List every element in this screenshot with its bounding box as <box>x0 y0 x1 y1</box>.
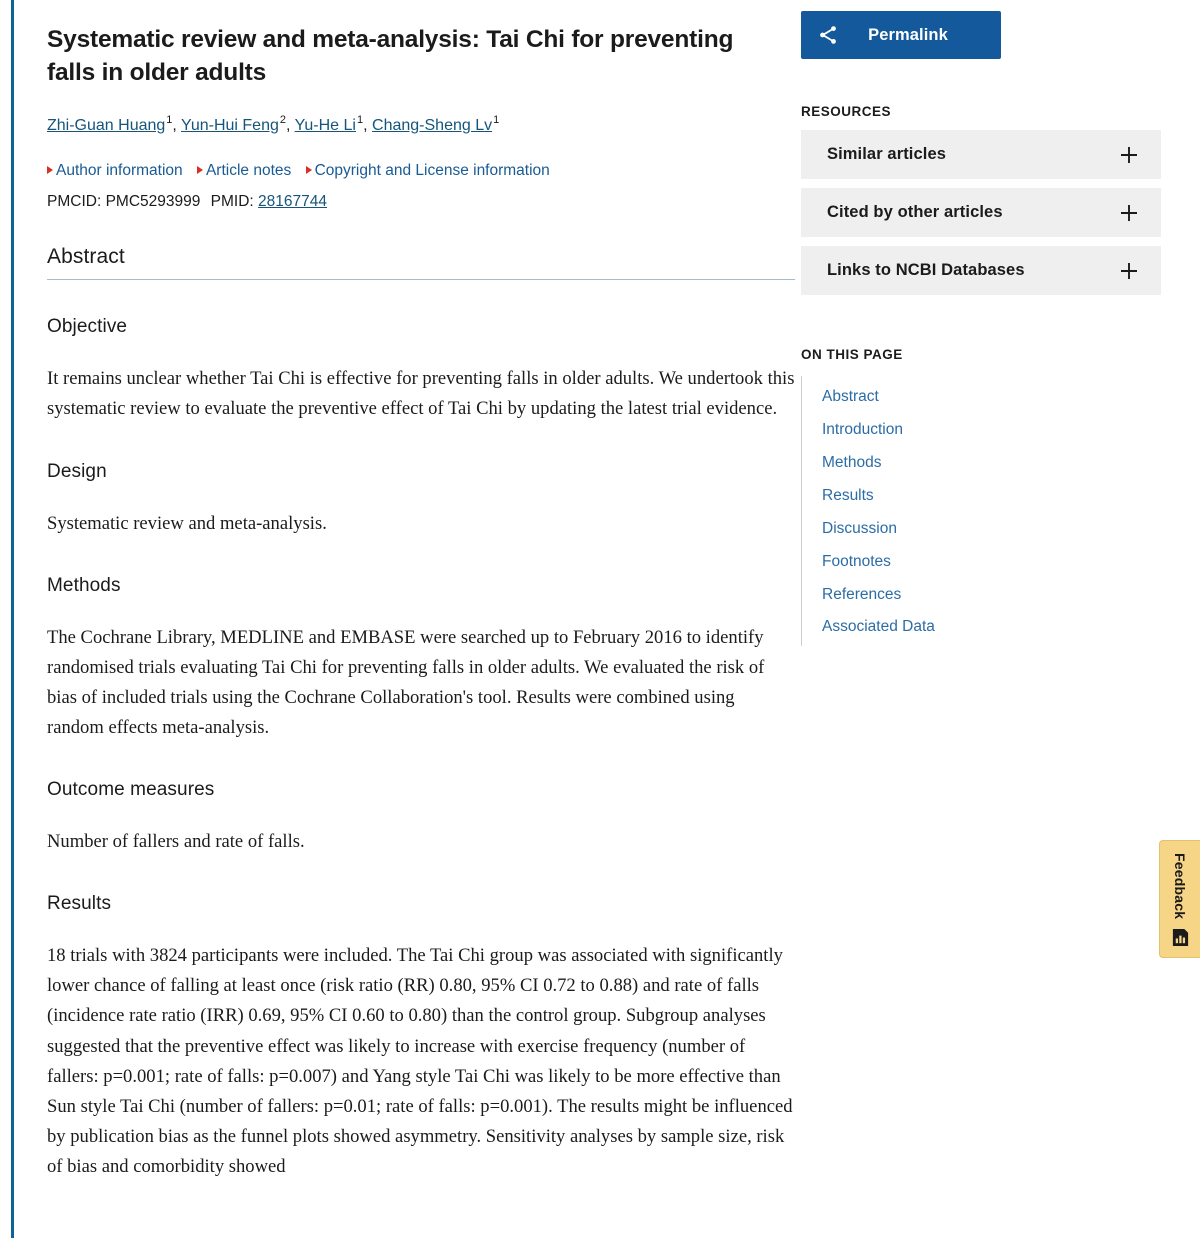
author-entry <box>181 114 291 134</box>
author-link[interactable]: Zhi-Guan Huang <box>47 116 166 134</box>
abstract-paragraph-methods: The Cochrane Library, MEDLINE and EMBASE were searched up to February 2016 to identify randomised trials evaluating Tai Chi for preventing falls in older adults. We evaluated the risk of bias of included trials using the Cochrane Collaboration's tool. Results were combined using random effects meta-analysis. <box>47 626 765 738</box>
meta-link-label[interactable]: Copyright and License information <box>314 161 550 179</box>
author-affiliation-marker: 1 <box>493 114 500 127</box>
abstract-paragraph-objective: It remains unclear whether Tai Chi is effective for preventing falls in older adults. We undertook this systematic review to evaluate the preventive effect of Tai Chi by updating the latest trial evidence. <box>47 368 795 420</box>
pmcid-label: PMCID: <box>47 193 102 211</box>
feedback-label: Feedback <box>1172 853 1188 920</box>
author-affiliation-marker: 1 <box>356 114 364 127</box>
feedback-button[interactable] <box>1159 840 1200 958</box>
resource-item-similar-articles[interactable] <box>801 130 1161 179</box>
article-identifiers <box>47 193 795 211</box>
author-link[interactable]: Yu-He Li <box>294 116 356 134</box>
abstract-subheading-results: Results <box>47 893 112 915</box>
resource-item-links-to-ncbi-databases[interactable] <box>801 246 1161 295</box>
abstract-heading: Abstract <box>47 245 795 280</box>
meta-link-label[interactable]: Article notes <box>205 161 292 179</box>
meta-link-copyright-license[interactable] <box>306 160 550 182</box>
triangle-right-icon <box>47 166 53 174</box>
sidebar <box>795 0 1200 1182</box>
pmid-label: PMID: <box>210 193 254 211</box>
otp-item-results[interactable]: Results <box>822 486 874 504</box>
abstract-paragraph-outcome-measures: Number of fallers and rate of falls. <box>47 831 305 853</box>
survey-chart-icon <box>1171 928 1190 947</box>
author-affiliation-marker: 2 <box>279 114 286 127</box>
otp-item-footnotes[interactable]: Footnotes <box>822 552 891 570</box>
author-entry <box>294 114 368 134</box>
article-meta-links <box>47 160 795 182</box>
article-main-column <box>47 0 795 1182</box>
pmid-link[interactable]: 28167744 <box>258 193 328 211</box>
otp-item-associated-data[interactable]: Associated Data <box>822 618 935 636</box>
meta-link-article-notes[interactable] <box>197 160 291 182</box>
on-this-page-nav <box>801 376 1161 646</box>
abstract-paragraph-design: Systematic review and meta-analysis. <box>47 512 327 534</box>
author-link[interactable]: Yun-Hui Feng <box>181 116 279 134</box>
abstract-subheading-objective: Objective <box>47 316 128 338</box>
plus-icon <box>1119 203 1139 223</box>
resource-label: Links to NCBI Databases <box>827 261 1025 279</box>
meta-link-label[interactable]: Author information <box>56 161 183 179</box>
author-entry <box>372 114 500 134</box>
otp-item-discussion[interactable]: Discussion <box>822 519 897 537</box>
page-title: Systematic review and meta-analysis: Tai Chi for preventing falls in older adults <box>47 26 734 86</box>
author-separator: , <box>286 116 291 134</box>
otp-item-methods[interactable]: Methods <box>822 453 882 471</box>
abstract-subheading-methods: Methods <box>47 574 121 596</box>
pmcid-value: PMC5293999 <box>105 193 201 211</box>
otp-item-abstract[interactable]: Abstract <box>822 388 879 405</box>
share-icon <box>817 24 839 46</box>
otp-item-introduction[interactable]: Introduction <box>822 420 903 438</box>
author-affiliation-marker: 1 <box>166 114 173 127</box>
left-accent-rail <box>11 0 14 1238</box>
abstract-subheading-design: Design <box>47 460 107 482</box>
author-list <box>47 114 795 138</box>
resources-heading: RESOURCES <box>801 104 892 119</box>
permalink-label: Permalink <box>868 25 948 44</box>
resource-label: Cited by other articles <box>827 203 1003 221</box>
author-separator: , <box>172 116 177 134</box>
author-separator: , <box>363 116 368 134</box>
author-entry <box>47 114 177 134</box>
resource-label: Similar articles <box>827 145 947 163</box>
abstract-paragraph-results: 18 trials with 3824 participants were included. The Tai Chi group was associated with significantly lower chance of falling at least once (risk ratio (RR) 0.80, 95% CI 0.72 to 0.88) and rate of falls (incidence rate ratio (IRR) 0.69, 95% CI 0.60 to 0.80) than the control group. Subgroup analyses suggested that the preventive effect was likely to increase with exercise frequency (number of fallers: p=0.001; rate of falls: p=0.007) and Yang style Tai Chi was likely to be more effective than Sun style Tai Chi (number of fallers: p=0.01; rate of falls: p=0.001). The results might be influenced by publication bias as the funnel plots showed asymmetry. Sensitivity analyses by sample size, risk of bias and comorbidity showed <box>47 945 793 1177</box>
abstract-subheading-outcome-measures: Outcome measures <box>47 779 215 801</box>
plus-icon <box>1119 145 1139 165</box>
plus-icon <box>1119 261 1139 281</box>
triangle-right-icon <box>306 166 312 174</box>
resource-item-cited-by-other-articles[interactable] <box>801 188 1161 237</box>
on-this-page-heading: ON THIS PAGE <box>801 347 903 362</box>
triangle-right-icon <box>197 166 203 174</box>
meta-link-author-information[interactable] <box>47 160 183 182</box>
permalink-button[interactable] <box>801 11 1001 59</box>
author-link[interactable]: Chang-Sheng Lv <box>372 116 493 134</box>
otp-item-references[interactable]: References <box>822 585 902 603</box>
